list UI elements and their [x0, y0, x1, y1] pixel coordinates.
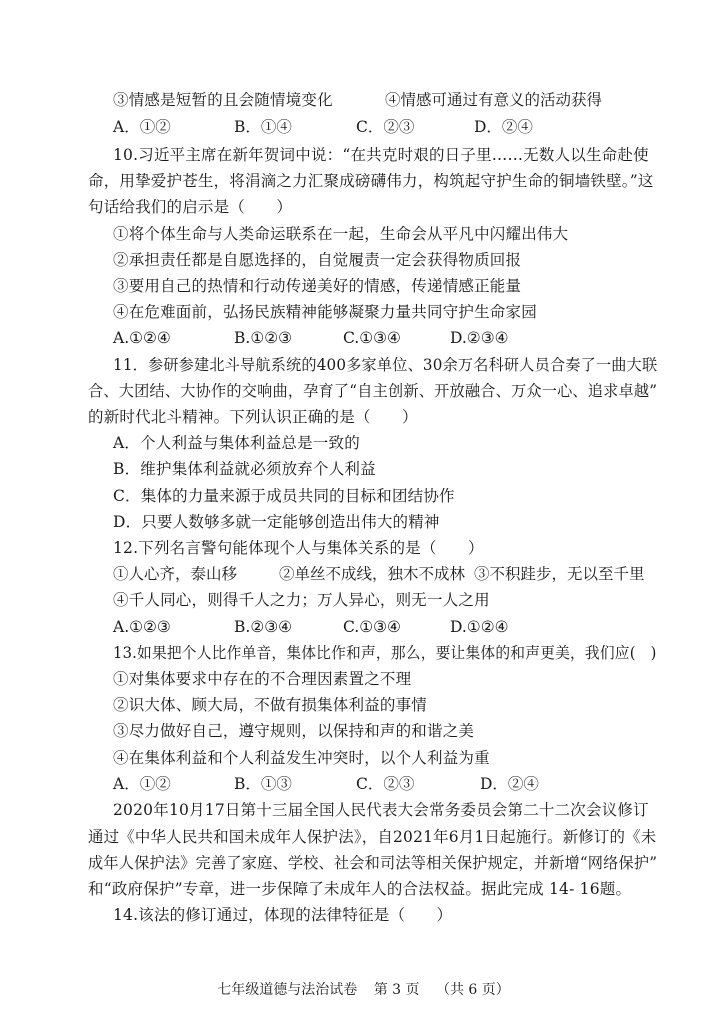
q12-stem: 12.下列名言警句能体现个人与集体关系的是（ ）: [113, 539, 484, 557]
passage-line-2: 通过《中华人民共和国未成年人保护法》，自2021年6月1日起施行。新修订的《未: [88, 828, 657, 846]
q13-stem: 13.如果把个人比作单音，集体比作和声，那么，要让集体的和声更美，我们应( ): [113, 644, 657, 662]
q9-option-b: B．①④: [234, 118, 292, 136]
q12-option-b: B.②③④: [234, 618, 293, 636]
q13-option-d: D．②④: [480, 775, 539, 793]
page-footer: [0, 981, 727, 999]
q13-statement-2: ②识大体、顾大局，不做有损集体利益的事情: [113, 696, 428, 714]
q9-statement-3: ③情感是短暂的且会随情境变化: [113, 91, 333, 109]
q10-stem-line-2: 命，用挚爱护苍生，将涓滴之力汇聚成磅礴伟力，构筑起守护生命的铜墙铁壁。”这: [88, 172, 654, 190]
q11-stem-line-1: 11．参研参建北斗导航系统的400多家单位、30余万名科研人员合奏了一曲大联: [113, 356, 658, 374]
q13-statement-4: ④在集体利益和个人利益发生冲突时，以个人利益为重: [113, 749, 490, 767]
q10-statement-4: ④在危难面前，弘扬民族精神能够凝聚力量共同守护生命家园: [113, 303, 537, 321]
q12-statement-4: ④千人同心，则得千人之力；万人异心，则无一人之用: [113, 591, 490, 609]
q10-stem-line-1: 10.习近平主席在新年贺词中说：“在共克时艰的日子里……无数人以生命赴使: [113, 146, 649, 164]
q11-option-b: B．维护集体利益就必须放弃个人利益: [113, 460, 376, 478]
q10-option-d: D.②③④: [450, 329, 509, 347]
q10-option-c: C.①③④: [343, 329, 401, 347]
q11-option-c: C．集体的力量来源于成员共同的目标和团结协作: [113, 487, 455, 505]
q11-option-d: D．只要人数够多就一定能够创造出伟大的精神: [113, 513, 440, 531]
q9-option-a: A．①②: [113, 118, 171, 136]
q12-option-a: A.①②③: [113, 618, 171, 636]
passage-line-4: 和“政府保护”专章，进一步保障了未成年人的合法权益。据此完成 14- 16题。: [88, 880, 632, 898]
q13-option-a: A．①②: [113, 775, 171, 793]
footer-page-number: 第 3 页: [373, 982, 420, 998]
footer-title: 七年级道德与法治试卷: [217, 982, 358, 998]
q12-option-c: C.①③④: [343, 618, 401, 636]
q11-option-a: A．个人利益与集体利益总是一致的: [113, 434, 360, 452]
q13-option-c: C．②③: [356, 775, 415, 793]
q12-option-d: D.①②④: [450, 618, 509, 636]
q14-stem: 14.该法的修订通过，体现的法律特征是（ ）: [113, 906, 453, 924]
q13-option-b: B．①③: [234, 775, 292, 793]
q10-statement-2: ②承担责任都是自愿选择的，自觉履责一定会获得物质回报: [113, 251, 522, 269]
q12-statement-2: ②单丝不成线，独木不成林: [279, 565, 466, 583]
q10-statement-1: ①将个体生命与人类命运联系在一起，生命会从平凡中闪耀出伟大: [113, 225, 569, 243]
q9-statement-4: ④情感可通过有意义的活动获得: [385, 91, 603, 109]
q10-option-b: B.①②③: [234, 329, 293, 347]
q10-statement-3: ③要用自己的热情和行动传递美好的情感，传递情感正能量: [113, 277, 522, 295]
passage-line-1: 2020年10月17日第十三届全国人民代表大会常务委员会第二十二次会议修订: [113, 801, 649, 819]
q12-statement-1: ①人心齐，泰山移: [113, 565, 238, 583]
q13-statement-1: ①对集体要求中存在的不合理因素置之不理: [113, 670, 412, 688]
footer-total-pages: （共 6 页）: [435, 982, 510, 998]
q9-option-c: C．②③: [356, 118, 415, 136]
passage-line-3: 成年人保护法》完善了家庭、学校、社会和司法等相关保护规定，并新增“网络保护”: [88, 854, 658, 872]
q10-stem-line-3: 句话给我们的启示是（ ）: [88, 198, 293, 216]
q9-option-d: D．②④: [474, 118, 533, 136]
q11-stem-line-3: 的新时代北斗精神。下列认识正确的是（ ）: [88, 408, 418, 426]
q12-statement-3: ③不积跬步，无以至千里: [474, 565, 645, 583]
q10-option-a: A.①②④: [113, 329, 171, 347]
q11-stem-line-2: 合、大团结、大协作的交响曲，孕育了“自主创新、开放融合、万众一心、追求卓越”: [88, 382, 658, 400]
q13-statement-3: ③尽力做好自己，遵守规则，以保持和声的和谐之美: [113, 722, 475, 740]
